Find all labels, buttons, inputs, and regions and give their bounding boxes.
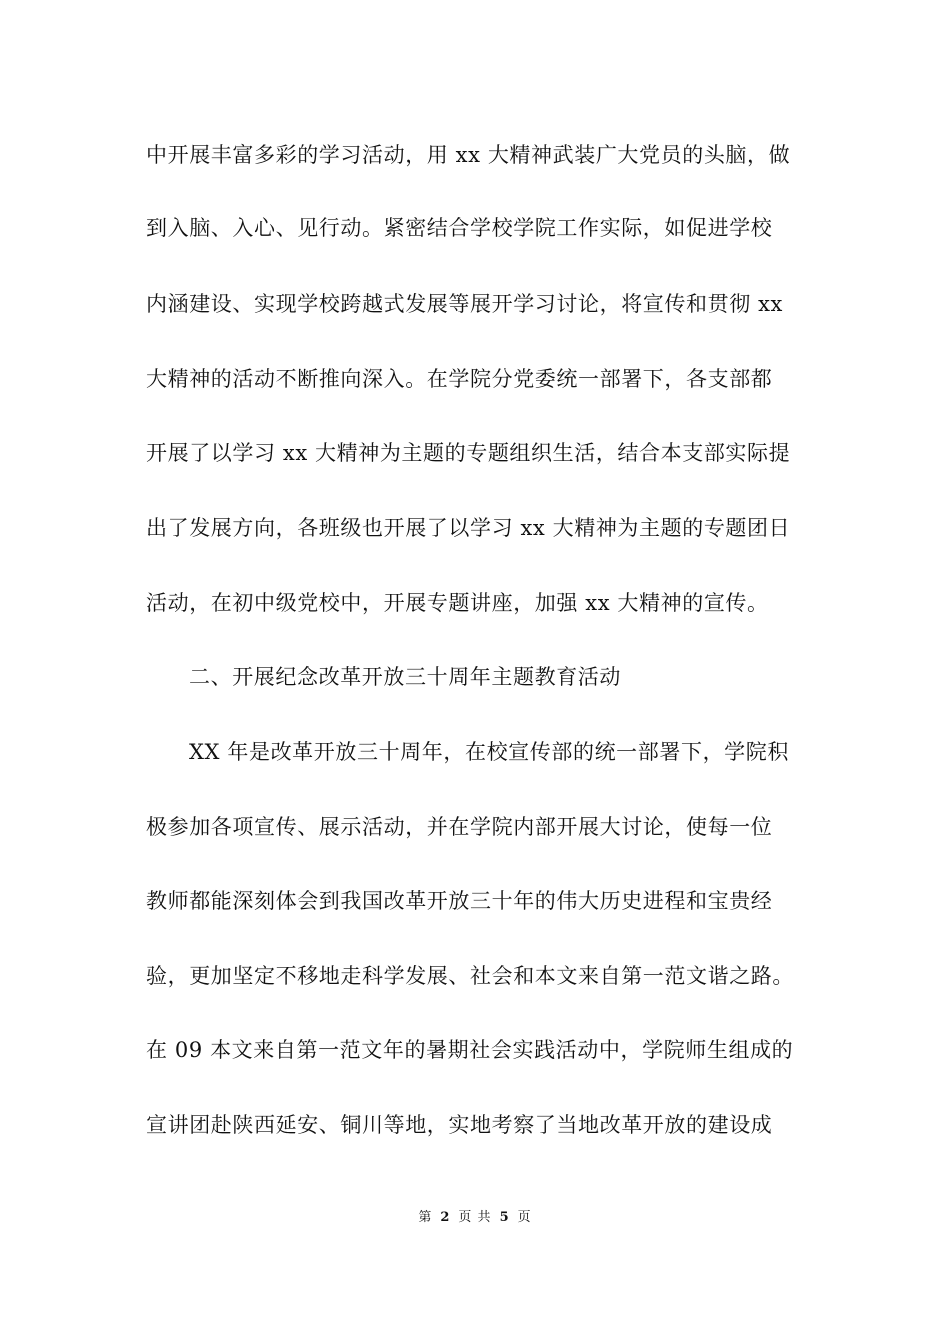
footer-suffix: 页	[517, 1210, 532, 1225]
body-text-line: XX 年是改革开放三十周年，在校宣传部的统一部署下，学院积	[189, 740, 789, 764]
total-pages-number: 5	[499, 1210, 510, 1225]
footer-middle: 页 共	[458, 1210, 492, 1225]
body-text-line: 内涵建设、实现学校跨越式发展等展开学习讨论，将宣传和贯彻 xx	[146, 292, 783, 316]
page-footer	[0, 1209, 950, 1227]
body-text-line: 验，更加坚定不移地走科学发展、社会和本文来自第一范文谐之路。	[146, 964, 794, 988]
body-text-line: 在 09 本文来自第一范文年的暑期社会实践活动中，学院师生组成的	[146, 1038, 794, 1062]
body-text-line: 大精神的活动不断推向深入。在学院分党委统一部署下，各支部都	[146, 367, 773, 391]
body-text-line: 到入脑、入心、见行动。紧密结合学校学院工作实际，如促进学校	[146, 216, 773, 240]
body-text-line: 出了发展方向，各班级也开展了以学习 xx 大精神为主题的专题团日	[146, 516, 791, 540]
body-text-line: 教师都能深刻体会到我国改革开放三十年的伟大历史进程和宝贵经	[146, 889, 773, 913]
body-text-line: 宣讲团赴陕西延安、铜川等地，实地考察了当地改革开放的建设成	[146, 1113, 773, 1137]
current-page-number: 2	[440, 1210, 451, 1225]
body-text-line: 开展了以学习 xx 大精神为主题的专题组织生活，结合本支部实际提	[146, 441, 791, 465]
footer-prefix: 第	[418, 1210, 433, 1225]
body-text-line: 极参加各项宣传、展示活动，并在学院内部开展大讨论，使每一位	[146, 815, 773, 839]
body-text-line: 中开展丰富多彩的学习活动，用 xx 大精神武装广大党员的头脑，做	[146, 143, 791, 167]
section-heading: 二、开展纪念改革开放三十周年主题教育活动	[189, 665, 621, 689]
body-text-line: 活动，在初中级党校中，开展专题讲座，加强 xx 大精神的宣传。	[146, 591, 769, 615]
